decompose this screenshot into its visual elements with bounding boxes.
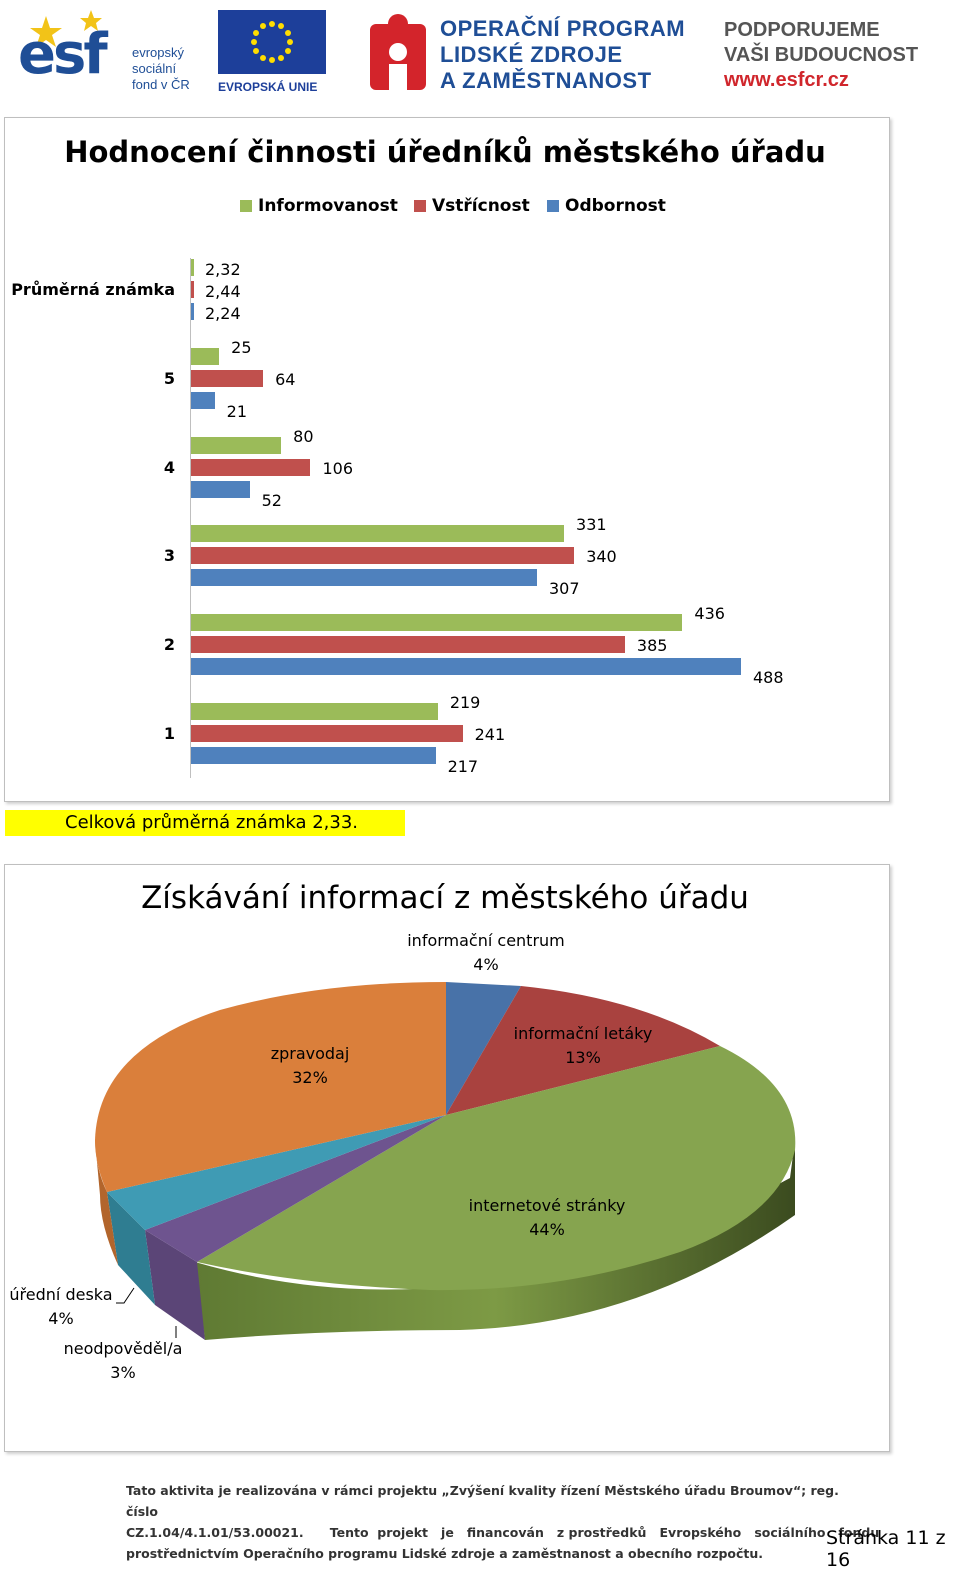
footer-line1: Tato aktivita je realizována v rámci projektu „Zvýšení kvality řízení Městského úřadu Broumov“; reg. číslo (126, 1483, 839, 1519)
legend-label: Odbornost (565, 196, 666, 216)
bar-value-label: 106 (322, 459, 353, 478)
slice-name: neodpověděl/a (63, 1339, 183, 1358)
category-label: 2 (163, 634, 175, 654)
bar-value-label: 52 (261, 491, 282, 510)
legend-label: Informovanost (258, 196, 398, 216)
eu-label: EVROPSKÁ UNIE (218, 80, 318, 94)
esf-line1: evropský (132, 45, 185, 60)
slice-percent: 3% (110, 1363, 136, 1382)
category-label: 4 (163, 457, 175, 477)
op-line2: LIDSKÉ ZDROJE (440, 42, 623, 67)
bar-value-label: 2,24 (205, 304, 241, 323)
bar-value-label: 331 (576, 515, 607, 534)
esf-line2: sociální (132, 61, 177, 76)
slice-percent: 32% (292, 1068, 328, 1087)
tagline-url: www.esfcr.cz (724, 69, 849, 91)
slice-name: úřední deska (9, 1285, 113, 1304)
bar-value-label: 2,44 (205, 282, 241, 301)
bar-value-label: 340 (586, 547, 617, 566)
slice-name: informační letáky (513, 1024, 653, 1043)
overall-average-text: Celková průměrná známka 2,33. (65, 812, 359, 833)
footer-disclaimer (126, 1480, 880, 1564)
slice-percent: 13% (565, 1048, 601, 1067)
bar-value-label: 21 (226, 402, 248, 421)
slice-percent: 4% (48, 1309, 74, 1328)
footer-line3: prostřednictvím Operačního programu Lidské zdroje a zaměstnanost a obecního rozpočtu. (126, 1546, 764, 1561)
pie-label-internetove-stranky (455, 1194, 639, 1242)
pie-label-neodpovedel (55, 1337, 191, 1385)
bar-value-label: 217 (447, 757, 479, 776)
bar-chart-title: Hodnocení činnosti úředníků městského úřadu (64, 135, 826, 169)
pie-label-uredni-deska (6, 1283, 116, 1331)
slice-name: zpravodaj (270, 1044, 350, 1063)
bar-value-label: 219 (449, 693, 481, 712)
page-number: Stránka 11 z 16 (826, 1527, 946, 1571)
category-label: 1 (163, 723, 175, 743)
footer-line2: CZ.1.04/4.1.01/53.00021. Tento projekt je financován z prostředků Evropského sociálního fondu (126, 1525, 880, 1540)
category-label: 5 (163, 368, 175, 388)
bar-value-label: 385 (636, 636, 668, 655)
bar-value-label: 307 (549, 579, 580, 598)
leader-line-uredni-deska (116, 1288, 134, 1303)
slice-name: internetové stránky (468, 1196, 626, 1215)
bar-value-label: 436 (694, 604, 725, 623)
slice-percent: 4% (473, 955, 499, 974)
op-line3: A ZAMĚSTNANOST (440, 68, 652, 93)
bar-value-label: 2,32 (205, 260, 241, 279)
bar-value-label: 25 (231, 338, 252, 357)
tagline-line2: VAŠI BUDOUCNOST (724, 44, 919, 66)
category-label: Průměrná známka (11, 279, 175, 299)
slice-name: informační centrum (407, 931, 565, 950)
pie-chart-title: Získávání informací z městského úřadu (141, 880, 749, 916)
bar-value-label: 64 (275, 370, 296, 389)
legend-label: Vstřícnost (432, 196, 530, 216)
bar-value-label: 241 (474, 725, 506, 744)
esf-word: esf (18, 22, 105, 87)
category-label: 3 (163, 545, 175, 565)
pie-label-informacni-centrum (400, 929, 572, 977)
bar-value-label: 488 (753, 668, 784, 687)
tagline-line1: PODPORUJEME (724, 19, 880, 41)
pie-label-informacni-letaky (503, 1022, 663, 1070)
bar-value-label: 80 (293, 427, 314, 446)
pie-label-zpravodaj (255, 1042, 365, 1090)
esf-line3: fond v ČR (132, 77, 190, 92)
op-line1: OPERAČNÍ PROGRAM (440, 16, 686, 41)
slice-percent: 44% (529, 1220, 565, 1239)
